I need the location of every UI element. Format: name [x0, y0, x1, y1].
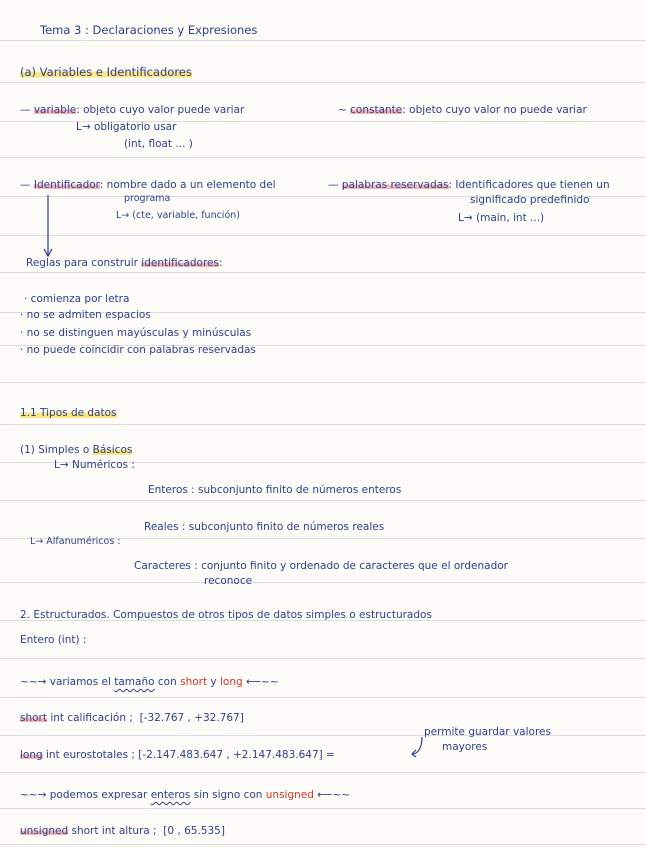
palabras-sub: [458, 212, 544, 224]
dash: —: [328, 179, 339, 191]
simples-heading: [20, 444, 132, 456]
short-range: [-32.767 , +32.767]: [139, 712, 244, 724]
constante-definition: [338, 104, 587, 116]
simples-prefix: (1) Simples o: [20, 444, 90, 456]
caracteres-def2: reconoce: [204, 575, 253, 587]
down-arrow-icon: [42, 195, 54, 261]
long-note-1: permite guardar valores: [424, 726, 551, 738]
term-basicos: Básicos: [92, 444, 133, 456]
kw-unsigned: unsigned: [20, 825, 69, 837]
term-variable: variable: [33, 104, 77, 116]
unsigned-rest: short int altura ;: [71, 825, 157, 837]
alfanumericos-text: Alfanuméricos :: [46, 536, 121, 547]
term-identificadores: identificadores: [141, 257, 219, 269]
dash: —: [20, 179, 31, 191]
reglas-item-1: · comienza por letra: [24, 293, 130, 305]
reglas-prefix: Reglas para construir: [26, 257, 138, 269]
reglas-item-2: · no se admiten espacios: [20, 309, 151, 321]
short-rest: int calificación ;: [50, 712, 133, 724]
term-constante: constante: [350, 104, 403, 116]
caracteres-def1: Caracteres : conjunto finito y ordenado de caracteres que el ordenador: [134, 560, 509, 572]
identificador-sub: [116, 211, 240, 222]
variamos-prefix: variamos el: [49, 676, 111, 688]
identificador-def2: programa: [124, 193, 171, 204]
word-y: y: [210, 676, 217, 688]
unsigned-prefix: podemos expresar: [49, 789, 148, 801]
reglas-heading: [26, 257, 223, 269]
reglas-suffix: :: [218, 257, 223, 269]
squiggle-arrow-icon: ~~→: [20, 789, 47, 801]
unsigned-declaration: [20, 825, 225, 837]
kw-unsigned: unsigned: [265, 789, 314, 801]
arrow-icon: L→: [76, 121, 91, 133]
reales-def: Reales : subconjunto finito de números reales: [144, 521, 385, 533]
long-declaration: [20, 749, 335, 761]
variable-sub2: (int, float ... ): [124, 138, 193, 150]
arrow-icon: L→: [458, 212, 473, 224]
identificador-sub-text: (cte, variable, función): [132, 210, 240, 221]
curved-arrow-icon: [410, 736, 426, 758]
long-rest: int eurostotales ;: [46, 749, 135, 761]
variamos-line: [20, 676, 279, 688]
kw-long: long: [20, 749, 43, 761]
reglas-item-4: · no puede coincidir con palabras reservadas: [20, 344, 256, 356]
kw-short: short: [20, 712, 47, 724]
kw-long: long: [219, 676, 243, 688]
word-tamano: tamaño: [114, 676, 155, 688]
arrow-icon: L→: [54, 459, 69, 471]
word-enteros: enteros: [150, 789, 191, 801]
unsigned-mid: sin signo con: [193, 789, 263, 801]
section-a-text: (a) Variables e Identificadores: [20, 65, 192, 79]
squiggle-arrow-icon: ~~→: [20, 676, 47, 688]
numericos-label: [54, 459, 135, 471]
identificador-definition: [20, 179, 276, 191]
term-identificador: Identificador: [33, 179, 100, 191]
dash: —: [20, 104, 31, 116]
entero-int-heading: Entero (int) :: [20, 634, 87, 646]
unsigned-range: [0 , 65.535]: [163, 825, 225, 837]
variable-definition: [20, 104, 244, 116]
unsigned-intro: [20, 789, 350, 801]
tipos-heading-text: 1.1 Tipos de datos: [20, 407, 117, 419]
numericos-text: Numéricos :: [72, 459, 135, 471]
section-a-heading: [20, 66, 192, 79]
short-declaration: [20, 712, 244, 724]
kw-short: short: [180, 676, 208, 688]
tilde: ~: [338, 104, 347, 116]
tipos-heading: [20, 407, 117, 419]
palabras-sub-text: (main, int ...): [476, 212, 545, 224]
variable-sub1-text: obligatorio usar: [94, 121, 177, 133]
reglas-item-3: · no se distinguen mayúsculas y minúsculas: [20, 327, 252, 339]
palabras-def2: significado predefinido: [470, 194, 590, 206]
long-range: [-2.147.483.647 , +2.147.483.647] =: [138, 749, 335, 761]
term-palabras-reservadas: palabras reservadas: [341, 179, 449, 191]
variable-sub1: [76, 121, 176, 133]
arrow-icon: L→: [30, 536, 44, 547]
alfanumericos-label: [30, 537, 121, 548]
variable-def: : objeto cuyo valor puede variar: [76, 104, 245, 116]
estructurados-def: 2. Estructurados. Compuestos de otros tipos de datos simples o estructurados: [20, 609, 432, 621]
page-title: Tema 3 : Declaraciones y Expresiones: [40, 23, 258, 37]
enteros-def: Enteros : subconjunto finito de números enteros: [148, 484, 402, 496]
word-con: con: [157, 676, 177, 688]
palabras-definition: [328, 179, 610, 191]
constante-def: : objeto cuyo valor no puede variar: [402, 104, 587, 116]
identificador-def1: : nombre dado a un elemento del: [99, 179, 276, 191]
palabras-def1: : Identificadores que tienen un: [448, 179, 610, 191]
squiggle-back-arrow-icon: ⟵~~: [246, 676, 279, 688]
long-note-2: mayores: [442, 741, 488, 753]
arrow-icon: L→: [116, 210, 130, 221]
squiggle-back-arrow-icon: ⟵~~: [317, 789, 350, 801]
